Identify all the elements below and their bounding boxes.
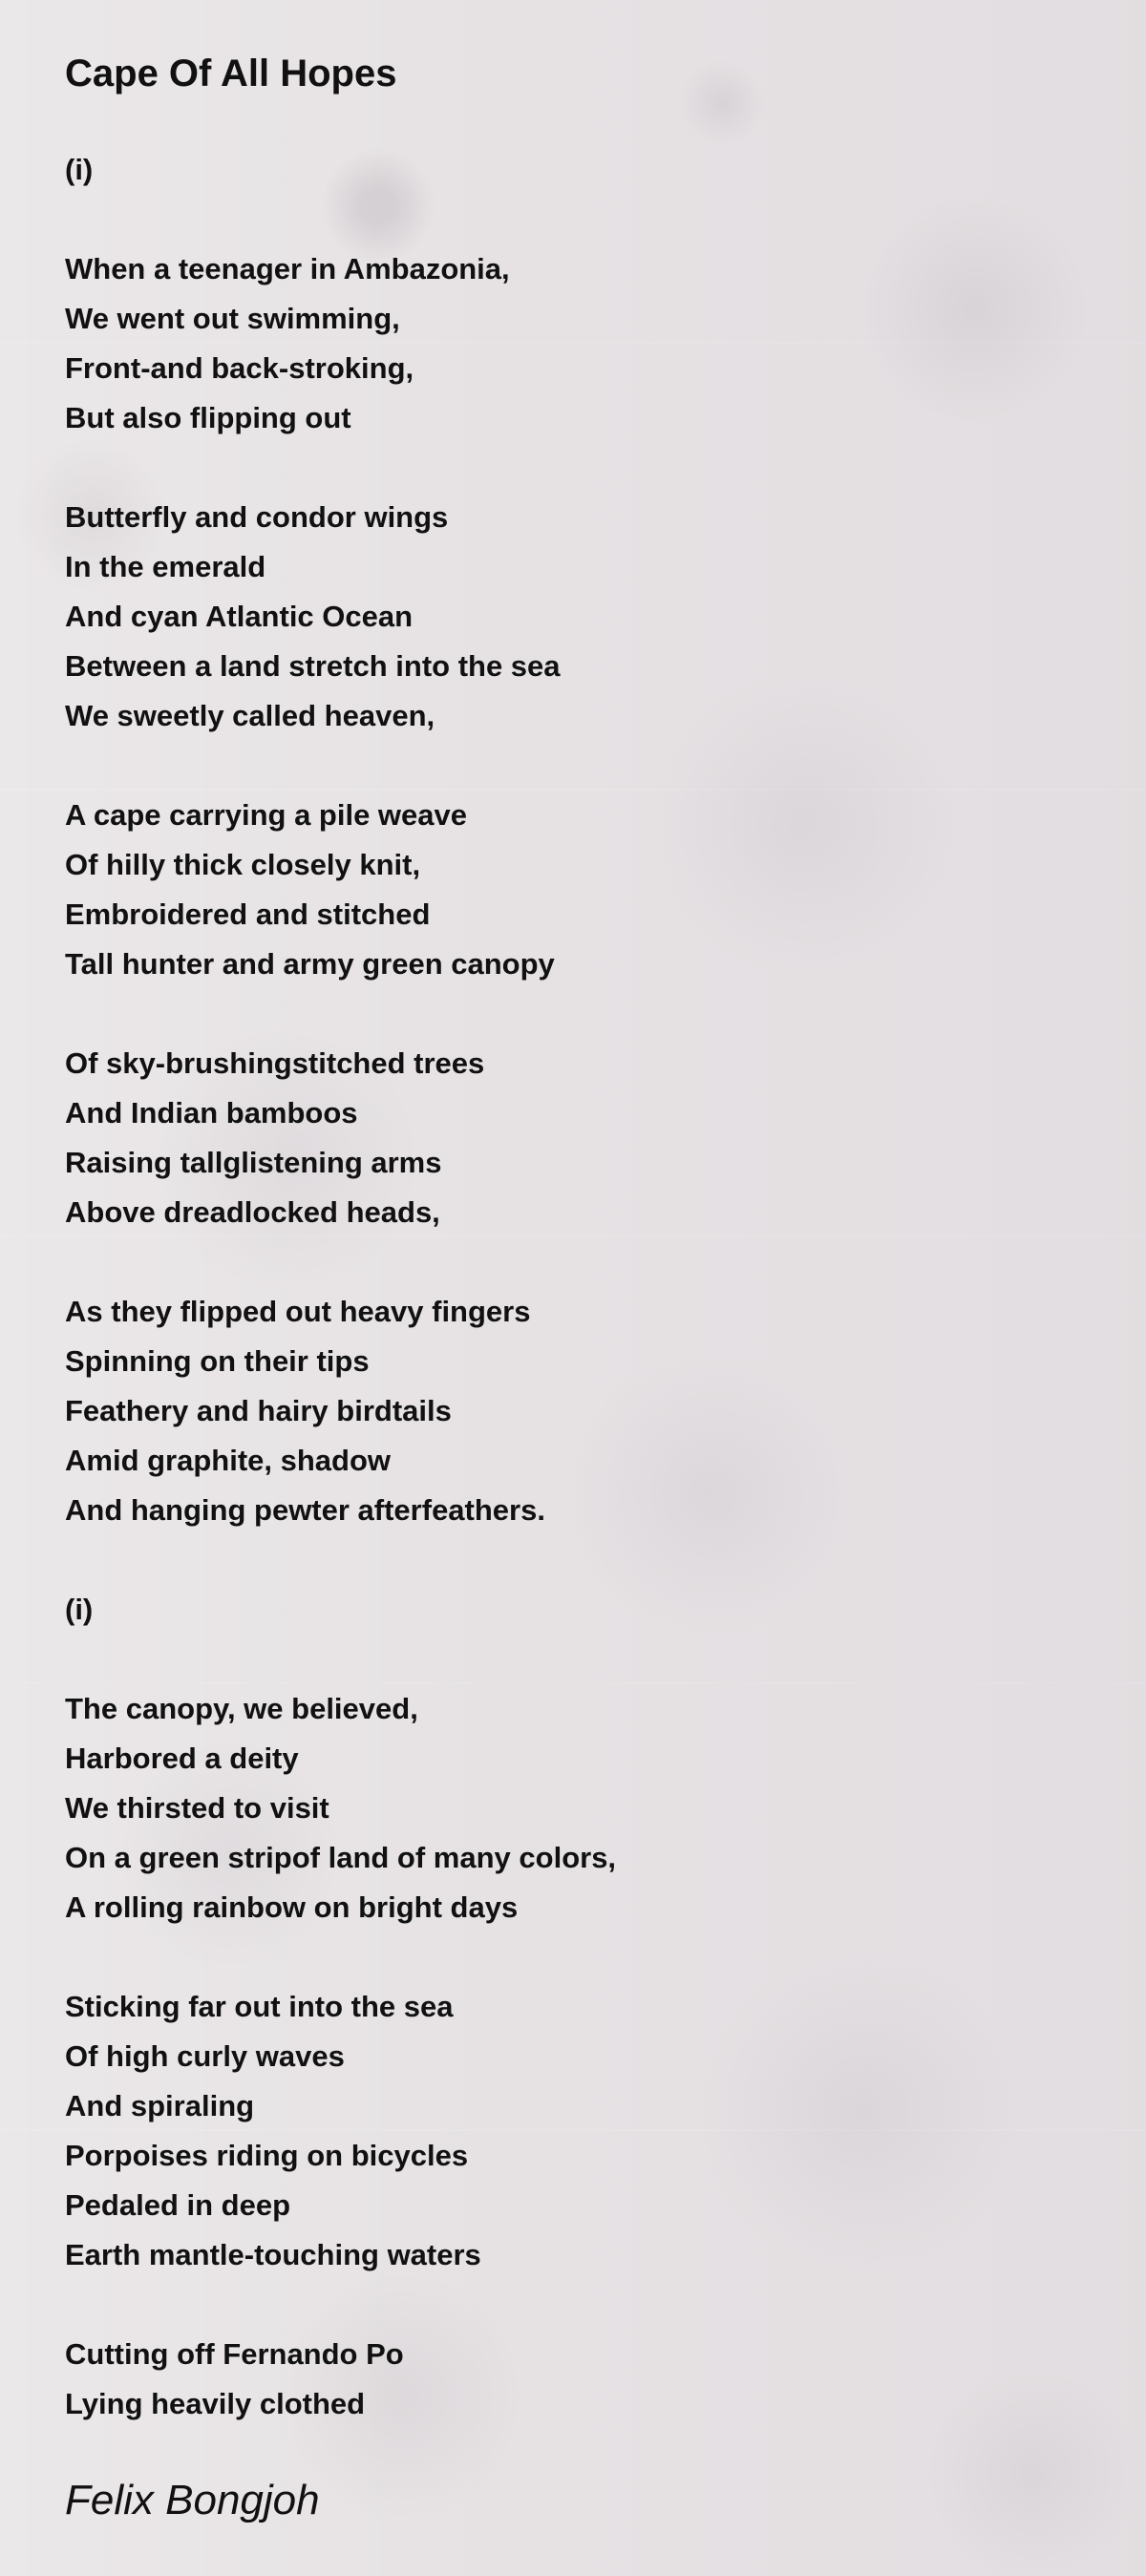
poem-line: Tall hunter and army green canopy: [65, 947, 555, 981]
poem-line: We sweetly called heaven,: [65, 699, 435, 732]
poem-line: Between a land stretch into the sea: [65, 649, 561, 683]
poem-line: Porpoises riding on bicycles: [65, 2139, 469, 2172]
poem-line: Of sky-brushingstitched trees: [65, 1046, 485, 1080]
poem-line: Embroidered and stitched: [65, 897, 431, 931]
poem-line: Harbored a deity: [65, 1742, 299, 1775]
stanza: [65, 2330, 1108, 2429]
poem-line: And Indian bamboos: [65, 1096, 358, 1130]
poem-line: Feathery and hairy birdtails: [65, 1394, 452, 1427]
poem-line: We went out swimming,: [65, 302, 400, 335]
stanza: [65, 1982, 1108, 2280]
poem-line: We thirsted to visit: [65, 1791, 329, 1825]
poem-line: A rolling rainbow on bright days: [65, 1890, 519, 1924]
poem-line: Above dreadlocked heads,: [65, 1195, 440, 1229]
poem-line: Spinning on their tips: [65, 1344, 370, 1378]
poem-line: But also flipping out: [65, 401, 351, 434]
stanza: [65, 244, 1108, 443]
poem-line: The canopy, we believed,: [65, 1692, 418, 1725]
poem-line: Of high curly waves: [65, 2039, 345, 2073]
poem-line: When a teenager in Ambazonia,: [65, 252, 510, 285]
poem-line: In the emerald: [65, 550, 266, 583]
poem-line: And cyan Atlantic Ocean: [65, 600, 414, 633]
stanza: [65, 493, 1108, 741]
poem-title: Cape Of All Hopes: [65, 53, 397, 95]
poem-line: On a green stripof land of many colors,: [65, 1841, 617, 1874]
poem-line: A cape carrying a pile weave: [65, 798, 468, 832]
poem-line: And hanging pewter afterfeathers.: [65, 1493, 545, 1527]
poem-line: Amid graphite, shadow: [65, 1444, 392, 1477]
poem-line: As they flipped out heavy fingers: [65, 1295, 531, 1328]
poem-line: Of hilly thick closely knit,: [65, 848, 421, 881]
poem-line: Front-and back-stroking,: [65, 351, 414, 385]
poem-line: Cutting off Fernando Po: [65, 2337, 404, 2371]
stanza: [65, 1684, 1108, 1932]
stanza: [65, 1287, 1108, 1535]
poem-line: Earth mantle-touching waters: [65, 2238, 481, 2271]
stanza: [65, 791, 1108, 989]
poem-line: (i): [65, 1593, 94, 1626]
poem-line: Sticking far out into the sea: [65, 1990, 454, 2023]
poem-line: Butterfly and condor wings: [65, 500, 449, 534]
stanza: [65, 1585, 1108, 1635]
poem-line: Raising tallglistening arms: [65, 1146, 442, 1179]
stanza: [65, 1039, 1108, 1237]
poem: [65, 48, 1108, 2479]
poem-line: (i): [65, 153, 94, 186]
stanza: [65, 145, 1108, 195]
poem-line: And spiraling: [65, 2089, 255, 2122]
poem-line: Pedaled in deep: [65, 2188, 291, 2222]
poem-line: Lying heavily clothed: [65, 2387, 366, 2420]
poem-author: Felix Bongjoh: [65, 2477, 320, 2523]
poem-body: [65, 145, 1108, 2429]
